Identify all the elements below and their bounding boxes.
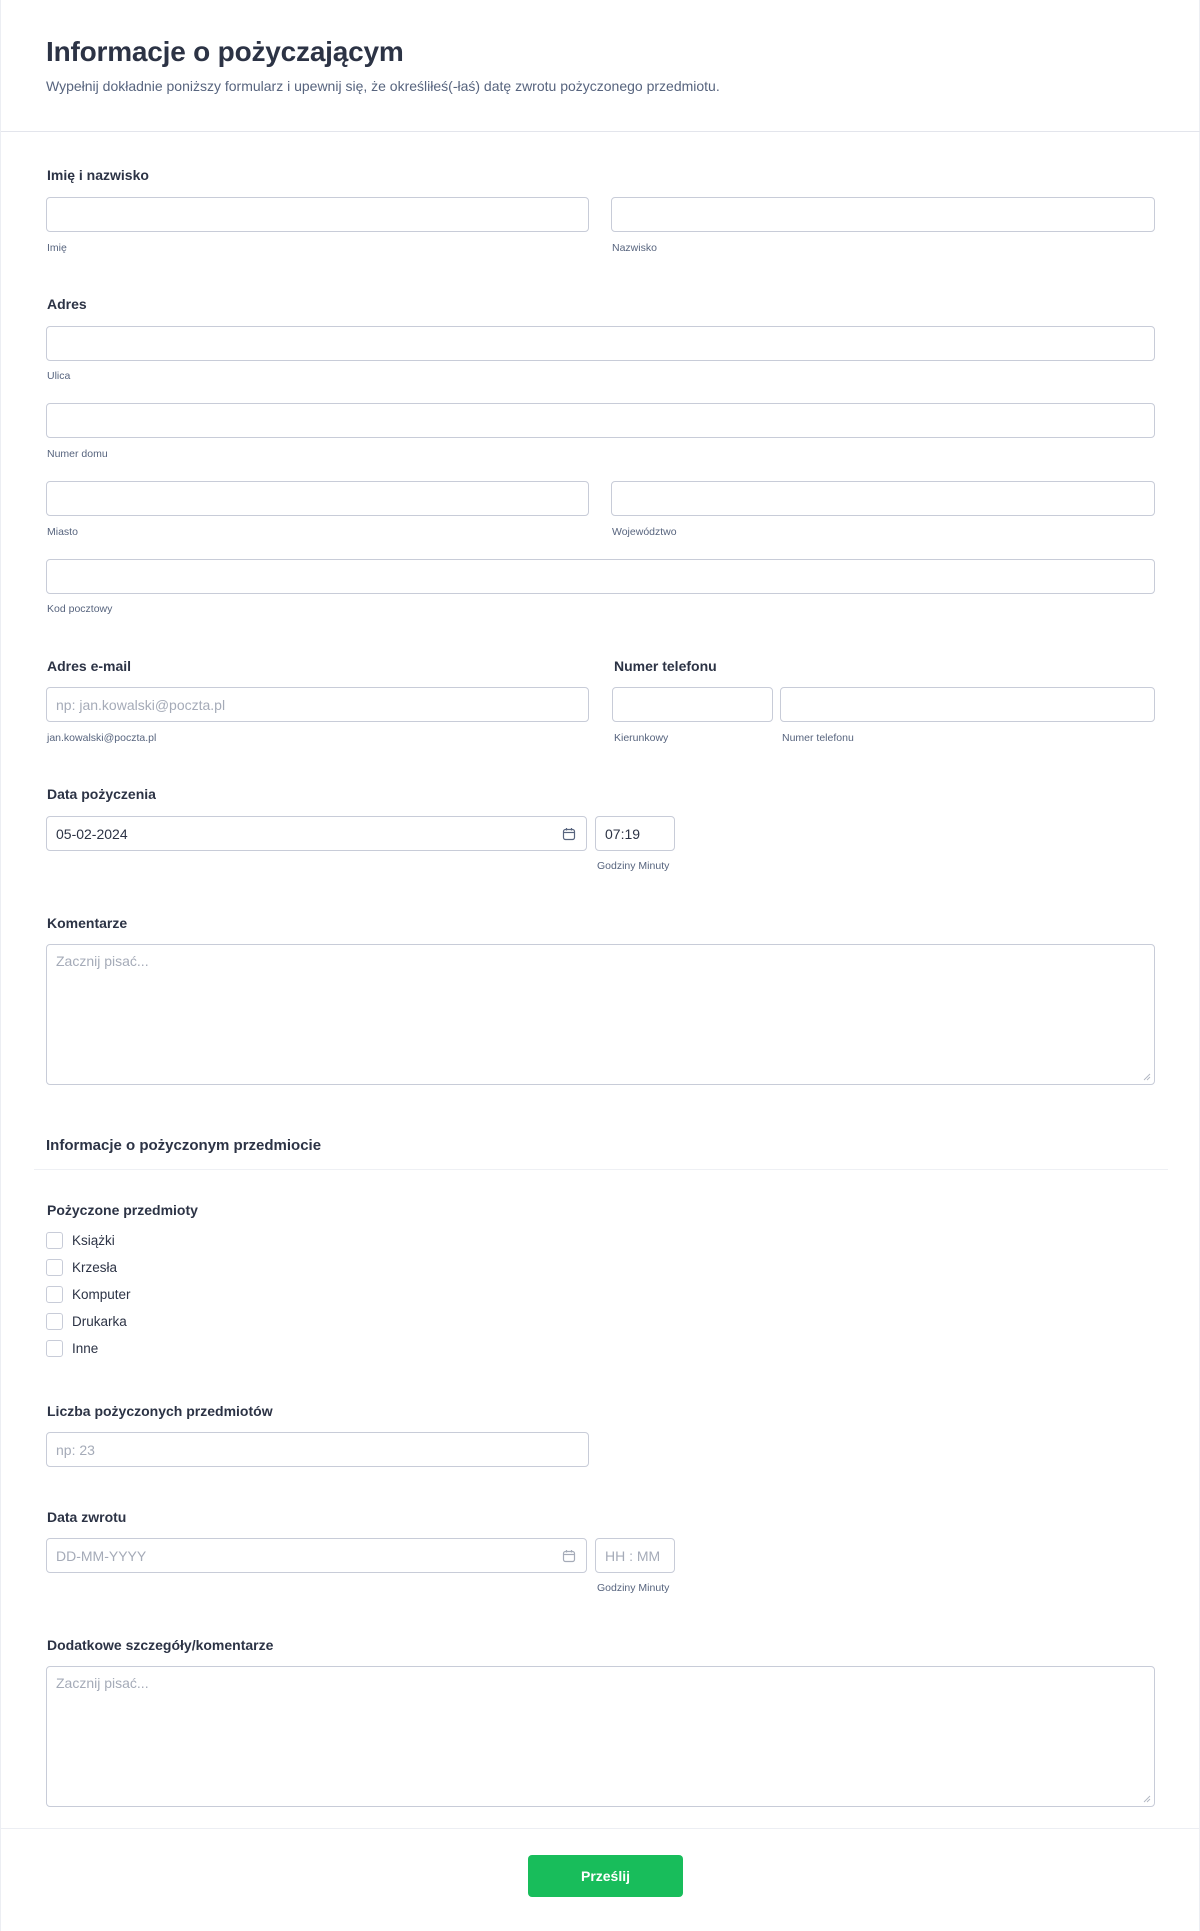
name-label: Imię i nazwisko	[47, 167, 149, 183]
phone-number-input[interactable]	[780, 687, 1155, 722]
area-code-sublabel: Kierunkowy	[614, 732, 669, 744]
comments-placeholder: Zacznij pisać...	[56, 953, 149, 969]
email-sublabel: jan.kowalski@poczta.pl	[47, 732, 157, 744]
resize-handle-icon[interactable]	[1143, 1073, 1151, 1081]
loan-time-input[interactable]	[595, 816, 675, 851]
area-code-input[interactable]	[612, 687, 773, 722]
return-date-label: Data zwrotu	[47, 1509, 127, 1525]
loan-time-value: 07:19	[605, 825, 641, 842]
checkbox[interactable]	[46, 1286, 63, 1303]
loan-time-sublabel: Godziny Minuty	[597, 860, 670, 872]
calendar-icon[interactable]	[562, 827, 576, 841]
footer-divider	[1, 1828, 1200, 1829]
return-time-sublabel: Godziny Minuty	[597, 1582, 670, 1594]
return-time-input[interactable]	[595, 1538, 675, 1573]
postal-code-sublabel: Kod pocztowy	[47, 603, 113, 615]
checkbox-label: Drukarka	[72, 1314, 127, 1329]
province-sublabel: Województwo	[612, 526, 677, 538]
checkbox-option-other[interactable]	[46, 1335, 131, 1362]
loan-date-input[interactable]	[46, 816, 587, 851]
postal-code-input[interactable]	[46, 559, 1155, 594]
phone-label: Numer telefonu	[614, 658, 717, 674]
email-label: Adres e-mail	[47, 658, 132, 674]
house-number-input[interactable]	[46, 403, 1155, 438]
email-placeholder: np: jan.kowalski@poczta.pl	[56, 696, 226, 713]
phone-number-sublabel: Numer telefonu	[782, 732, 854, 744]
header-divider	[1, 131, 1200, 132]
page-title: Informacje o pożyczającym	[46, 36, 404, 67]
checkbox[interactable]	[46, 1259, 63, 1276]
checkbox-option-printer[interactable]	[46, 1308, 131, 1335]
checkbox[interactable]	[46, 1232, 63, 1249]
city-sublabel: Miasto	[47, 526, 78, 538]
return-date-input[interactable]	[46, 1538, 587, 1573]
section-divider	[34, 1169, 1168, 1170]
checkbox-label: Książki	[72, 1233, 115, 1248]
checkbox-option-computer[interactable]	[46, 1281, 131, 1308]
email-input[interactable]	[46, 687, 589, 722]
item-count-label: Liczba pożyczonych przedmiotów	[47, 1403, 273, 1419]
borrowed-items-checkbox-group	[46, 1227, 131, 1362]
checkbox-label: Inne	[72, 1341, 99, 1356]
item-count-placeholder: np: 23	[56, 1441, 95, 1458]
checkbox-option-books[interactable]	[46, 1227, 131, 1254]
street-input[interactable]	[46, 326, 1155, 361]
checkbox[interactable]	[46, 1340, 63, 1357]
last-name-input[interactable]	[611, 197, 1155, 232]
comments-label: Komentarze	[47, 915, 128, 931]
last-name-sublabel: Nazwisko	[612, 242, 657, 254]
checkbox-label: Krzesła	[72, 1260, 118, 1275]
additional-textarea[interactable]	[46, 1666, 1155, 1807]
page-subtitle: Wypełnij dokładnie poniższy formularz i upewnij się, że określiłeś(-łaś) datę zwrotu pożyczonego przedmiotu.	[46, 78, 720, 94]
additional-label: Dodatkowe szczegóły/komentarze	[47, 1637, 274, 1653]
checkbox[interactable]	[46, 1313, 63, 1330]
checkbox-label: Komputer	[72, 1287, 131, 1302]
checkbox-option-chairs[interactable]	[46, 1254, 131, 1281]
item-count-input[interactable]	[46, 1432, 589, 1467]
return-time-placeholder: HH : MM	[605, 1547, 661, 1564]
street-sublabel: Ulica	[47, 370, 71, 382]
return-date-placeholder: DD-MM-YYYY	[56, 1547, 147, 1564]
first-name-input[interactable]	[46, 197, 589, 232]
city-input[interactable]	[46, 481, 589, 516]
address-label: Adres	[47, 296, 87, 312]
item-section-title: Informacje o pożyczonym przedmiocie	[46, 1137, 322, 1154]
calendar-icon[interactable]	[562, 1549, 576, 1563]
comments-textarea[interactable]	[46, 944, 1155, 1085]
borrowed-items-label: Pożyczone przedmioty	[47, 1202, 198, 1218]
province-input[interactable]	[611, 481, 1155, 516]
resize-handle-icon[interactable]	[1143, 1795, 1151, 1803]
first-name-sublabel: Imię	[47, 242, 67, 254]
house-number-sublabel: Numer domu	[47, 448, 108, 460]
additional-placeholder: Zacznij pisać...	[56, 1675, 149, 1691]
submit-button[interactable]: Prześlij	[528, 1855, 683, 1897]
loan-date-value: 05-02-2024	[56, 825, 128, 842]
loan-date-label: Data pożyczenia	[47, 786, 156, 802]
